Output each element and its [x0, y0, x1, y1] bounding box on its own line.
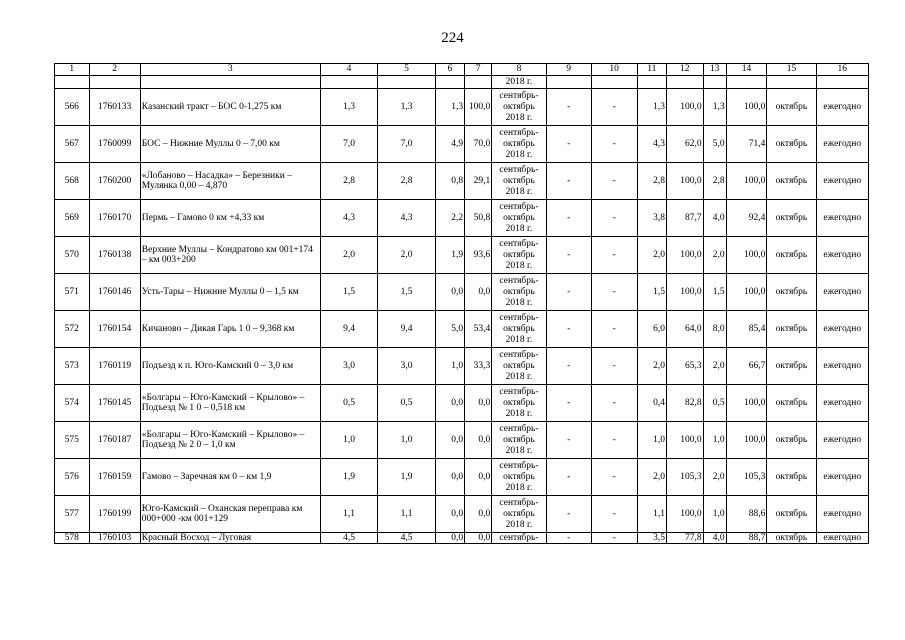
- cell-col13: 2,0: [703, 459, 726, 496]
- cell-col14: 100,0: [726, 89, 767, 126]
- cell-col6: 0,0: [435, 533, 464, 544]
- cell-col6: 1,9: [435, 237, 464, 274]
- cell-col10: -: [591, 163, 637, 200]
- cell-col5: 4,3: [378, 200, 436, 237]
- cell-col10: -: [591, 200, 637, 237]
- cell-col6: 2,2: [435, 200, 464, 237]
- cell-code: 1760146: [89, 274, 140, 311]
- cell-col13: 2,0: [703, 237, 726, 274]
- cell-code: 1760099: [89, 126, 140, 163]
- cell-col16: ежегодно: [816, 163, 868, 200]
- table-row: [55, 533, 869, 544]
- cell-col12: 100,0: [666, 163, 703, 200]
- cell-period: [492, 496, 546, 533]
- cell-col12: 100,0: [666, 496, 703, 533]
- period-line: октябрь: [503, 434, 535, 445]
- cell-col15: октябрь: [767, 126, 816, 163]
- cell-row-number: 571: [55, 274, 90, 311]
- cell-empty: [637, 76, 666, 89]
- cell-row-number: 570: [55, 237, 90, 274]
- cell-col6: 0,0: [435, 496, 464, 533]
- cell-col10: -: [591, 348, 637, 385]
- cell-col9: -: [546, 385, 591, 422]
- cell-col12: 87,7: [666, 200, 703, 237]
- cell-col12: 100,0: [666, 274, 703, 311]
- period-line: октябрь: [503, 360, 535, 371]
- cell-col6: 0,0: [435, 459, 464, 496]
- period-line: сентябрь-: [499, 386, 539, 397]
- cell-col10: -: [591, 533, 637, 544]
- period-line: 2018 г.: [505, 297, 533, 308]
- cell-col15: октябрь: [767, 533, 816, 544]
- table-row: [55, 237, 869, 274]
- cell-col4: 1,9: [320, 459, 378, 496]
- cell-empty: [55, 76, 90, 89]
- table-row: [55, 385, 869, 422]
- cell-col14: 71,4: [726, 126, 767, 163]
- cell-col16: ежегодно: [816, 348, 868, 385]
- period-line: 2018 г.: [505, 334, 533, 345]
- cell-period: [492, 200, 546, 237]
- cell-col6: 1,3: [435, 89, 464, 126]
- cell-col10: -: [591, 311, 637, 348]
- cell-col11: 2,0: [637, 237, 666, 274]
- cell-col12: 65,3: [666, 348, 703, 385]
- column-header: 1: [55, 64, 90, 76]
- cell-col13: 4,0: [703, 200, 726, 237]
- period-line: 2018 г.: [505, 445, 533, 456]
- column-header: 4: [320, 64, 378, 76]
- cell-period: 2018 г.: [492, 76, 546, 89]
- cell-row-number: 568: [55, 163, 90, 200]
- cell-col16: ежегодно: [816, 126, 868, 163]
- cell-col9: -: [546, 126, 591, 163]
- cell-col15: октябрь: [767, 311, 816, 348]
- cell-col16: ежегодно: [816, 496, 868, 533]
- cell-col10: -: [591, 422, 637, 459]
- cell-empty: [816, 76, 868, 89]
- cell-col15: октябрь: [767, 459, 816, 496]
- cell-col12: 82,8: [666, 385, 703, 422]
- cell-col14: 100,0: [726, 237, 767, 274]
- period-line: октябрь: [503, 212, 535, 223]
- cell-col14: 100,0: [726, 274, 767, 311]
- cell-col11: 0,4: [637, 385, 666, 422]
- period-line: 2018 г.: [505, 149, 533, 160]
- table-row: [55, 126, 869, 163]
- cell-road-name: Подъезд к п. Юго-Камский 0 – 3,0 км: [140, 348, 320, 385]
- column-header: 7: [465, 64, 492, 76]
- cell-period: [492, 459, 546, 496]
- cell-code: 1760187: [89, 422, 140, 459]
- cell-col5: 7,0: [378, 126, 436, 163]
- period-line: сентябрь-: [499, 312, 539, 323]
- cell-road-name: БОС – Нижние Муллы 0 – 7,00 км: [140, 126, 320, 163]
- cell-col12: 62,0: [666, 126, 703, 163]
- cell-row-number: 578: [55, 533, 90, 544]
- cell-period: [492, 385, 546, 422]
- cell-empty: [767, 76, 816, 89]
- period-line: октябрь: [503, 286, 535, 297]
- cell-col4: 1,0: [320, 422, 378, 459]
- cell-row-number: 572: [55, 311, 90, 348]
- cell-col11: 1,5: [637, 274, 666, 311]
- cell-col14: 88,7: [726, 533, 767, 544]
- column-number-header-row: [55, 64, 869, 76]
- cell-col7: 70,0: [465, 126, 492, 163]
- cell-col14: 100,0: [726, 163, 767, 200]
- cell-period: [492, 163, 546, 200]
- cell-row-number: 566: [55, 89, 90, 126]
- column-header: 14: [726, 64, 767, 76]
- column-header: 2: [89, 64, 140, 76]
- cell-col9: -: [546, 496, 591, 533]
- column-header: 9: [546, 64, 591, 76]
- cell-empty: [320, 76, 378, 89]
- cell-col10: -: [591, 274, 637, 311]
- cell-code: 1760170: [89, 200, 140, 237]
- cell-col13: 1,3: [703, 89, 726, 126]
- cell-col13: 4,0: [703, 533, 726, 544]
- cell-road-name: Казанский тракт – БОС 0-1,275 км: [140, 89, 320, 126]
- cell-col15: октябрь: [767, 200, 816, 237]
- period-line: октябрь: [503, 249, 535, 260]
- cell-col4: 9,4: [320, 311, 378, 348]
- cell-col5: 4,5: [378, 533, 436, 544]
- period-line: октябрь: [503, 175, 535, 186]
- cell-col11: 3,5: [637, 533, 666, 544]
- period-line: сентябрь-: [499, 460, 539, 471]
- cell-col10: -: [591, 385, 637, 422]
- column-header: 15: [767, 64, 816, 76]
- period-line: сентябрь-: [499, 127, 539, 138]
- cell-col6: 4,9: [435, 126, 464, 163]
- cell-col4: 2,8: [320, 163, 378, 200]
- cell-col6: 0,0: [435, 422, 464, 459]
- cell-col10: -: [591, 237, 637, 274]
- cell-col9: -: [546, 348, 591, 385]
- period-line: 2018 г.: [505, 223, 533, 234]
- cell-col12: 100,0: [666, 89, 703, 126]
- period-line: сентябрь-: [499, 201, 539, 212]
- cell-road-name: «Болгары – Юго-Камский – Крылово» – Подъезд № 1 0 – 0,518 км: [140, 385, 320, 422]
- cell-col11: 2,8: [637, 163, 666, 200]
- cell-row-number: 575: [55, 422, 90, 459]
- cell-col11: 1,1: [637, 496, 666, 533]
- cell-period: [492, 422, 546, 459]
- period-line: сентябрь-: [499, 238, 539, 249]
- cell-code: 1760138: [89, 237, 140, 274]
- cell-road-name: Гамово – Заречная км 0 – км 1,9: [140, 459, 320, 496]
- cell-col13: 5,0: [703, 126, 726, 163]
- period-line: октябрь: [503, 471, 535, 482]
- cell-code: 1760159: [89, 459, 140, 496]
- column-header: 6: [435, 64, 464, 76]
- cell-road-name: «Лобаново – Насадка» – Березники – Мулянка 0,00 – 4,870: [140, 163, 320, 200]
- period-line: 2018 г.: [505, 186, 533, 197]
- cell-col4: 0,5: [320, 385, 378, 422]
- cell-col7: 0,0: [465, 459, 492, 496]
- cell-col9: -: [546, 311, 591, 348]
- cell-empty: [140, 76, 320, 89]
- cell-road-name: Красный Восход – Луговая: [140, 533, 320, 544]
- cell-col9: -: [546, 237, 591, 274]
- cell-empty: [666, 76, 703, 89]
- cell-row-number: 567: [55, 126, 90, 163]
- cell-col10: -: [591, 459, 637, 496]
- cell-col11: 6,0: [637, 311, 666, 348]
- table-row: [55, 496, 869, 533]
- cell-col16: ежегодно: [816, 459, 868, 496]
- cell-col14: 85,4: [726, 311, 767, 348]
- continuation-row: [55, 76, 869, 89]
- cell-col9: -: [546, 200, 591, 237]
- cell-road-name: Юго-Камский – Оханская переправа км 000+000 -км 001+129: [140, 496, 320, 533]
- period-line: октябрь: [503, 101, 535, 112]
- cell-row-number: 569: [55, 200, 90, 237]
- cell-row-number: 574: [55, 385, 90, 422]
- table-row: [55, 89, 869, 126]
- cell-col12: 64,0: [666, 311, 703, 348]
- cell-col12: 77,8: [666, 533, 703, 544]
- road-repair-table: [54, 63, 869, 544]
- cell-road-name: Пермь – Гамово 0 км +4,33 км: [140, 200, 320, 237]
- cell-col12: 100,0: [666, 422, 703, 459]
- cell-col13: 2,8: [703, 163, 726, 200]
- cell-col12: 105,3: [666, 459, 703, 496]
- cell-col5: 2,0: [378, 237, 436, 274]
- cell-col10: -: [591, 126, 637, 163]
- cell-col11: 2,0: [637, 459, 666, 496]
- cell-empty: [546, 76, 591, 89]
- cell-empty: [89, 76, 140, 89]
- period-line: 2018 г.: [505, 112, 533, 123]
- period-line: октябрь: [503, 138, 535, 149]
- cell-col15: октябрь: [767, 163, 816, 200]
- cell-col6: 0,8: [435, 163, 464, 200]
- column-header: 11: [637, 64, 666, 76]
- period-line: сентябрь-: [499, 349, 539, 360]
- cell-col9: -: [546, 459, 591, 496]
- cell-period: [492, 237, 546, 274]
- cell-col15: октябрь: [767, 274, 816, 311]
- table-row: [55, 274, 869, 311]
- cell-col5: 1,3: [378, 89, 436, 126]
- cell-col11: 2,0: [637, 348, 666, 385]
- cell-col16: ежегодно: [816, 89, 868, 126]
- table-row: [55, 163, 869, 200]
- period-line: сентябрь-: [499, 90, 539, 101]
- cell-col14: 92,4: [726, 200, 767, 237]
- cell-col6: 0,0: [435, 274, 464, 311]
- cell-col5: 1,9: [378, 459, 436, 496]
- cell-col7: 0,0: [465, 385, 492, 422]
- cell-col16: ежегодно: [816, 422, 868, 459]
- cell-col7: 53,4: [465, 311, 492, 348]
- cell-col7: 93,6: [465, 237, 492, 274]
- table-row: [55, 311, 869, 348]
- cell-col4: 1,1: [320, 496, 378, 533]
- cell-empty: [465, 76, 492, 89]
- column-header: 5: [378, 64, 436, 76]
- period-line: октябрь: [503, 397, 535, 408]
- cell-col16: ежегодно: [816, 274, 868, 311]
- cell-col10: -: [591, 89, 637, 126]
- cell-col9: -: [546, 533, 591, 544]
- period-line: 2018 г.: [505, 371, 533, 382]
- cell-col4: 4,3: [320, 200, 378, 237]
- period-line: сентябрь-: [499, 423, 539, 434]
- cell-period: [492, 348, 546, 385]
- cell-code: 1760133: [89, 89, 140, 126]
- cell-road-name: Усть-Тары – Нижние Муллы 0 – 1,5 км: [140, 274, 320, 311]
- cell-col5: 3,0: [378, 348, 436, 385]
- cell-col4: 1,3: [320, 89, 378, 126]
- cell-col4: 7,0: [320, 126, 378, 163]
- cell-col7: 100,0: [465, 89, 492, 126]
- cell-col4: 2,0: [320, 237, 378, 274]
- period-line: октябрь: [503, 508, 535, 519]
- column-header: 8: [492, 64, 546, 76]
- cell-col13: 1,0: [703, 422, 726, 459]
- cell-col7: 33,3: [465, 348, 492, 385]
- cell-col16: ежегодно: [816, 237, 868, 274]
- cell-col6: 5,0: [435, 311, 464, 348]
- cell-col13: 2,0: [703, 348, 726, 385]
- cell-row-number: 573: [55, 348, 90, 385]
- cell-col15: октябрь: [767, 348, 816, 385]
- period-line: 2018 г.: [505, 482, 533, 493]
- cell-col15: октябрь: [767, 422, 816, 459]
- cell-col15: октябрь: [767, 496, 816, 533]
- cell-col13: 1,0: [703, 496, 726, 533]
- cell-empty: [435, 76, 464, 89]
- cell-code: 1760199: [89, 496, 140, 533]
- cell-col16: ежегодно: [816, 200, 868, 237]
- cell-col11: 1,3: [637, 89, 666, 126]
- cell-col12: 100,0: [666, 237, 703, 274]
- cell-row-number: 576: [55, 459, 90, 496]
- period-line: 2018 г.: [505, 408, 533, 419]
- cell-empty: [378, 76, 436, 89]
- cell-col5: 1,5: [378, 274, 436, 311]
- cell-empty: [703, 76, 726, 89]
- cell-col4: 1,5: [320, 274, 378, 311]
- cell-col14: 88,6: [726, 496, 767, 533]
- column-header: 13: [703, 64, 726, 76]
- cell-col14: 66,7: [726, 348, 767, 385]
- cell-col7: 0,0: [465, 274, 492, 311]
- cell-road-name: Верхние Муллы – Кондратово км 001+174 – км 003+200: [140, 237, 320, 274]
- cell-col14: 100,0: [726, 422, 767, 459]
- cell-col5: 2,8: [378, 163, 436, 200]
- cell-code: 1760119: [89, 348, 140, 385]
- cell-road-name: «Болгары – Юго-Камский – Крылово» – Подъезд № 2 0 – 1,0 км: [140, 422, 320, 459]
- cell-period: [492, 126, 546, 163]
- cell-empty: [591, 76, 637, 89]
- cell-col7: 0,0: [465, 422, 492, 459]
- page-number: 224: [441, 30, 464, 46]
- cell-code: 1760145: [89, 385, 140, 422]
- table-row: [55, 422, 869, 459]
- cell-col6: 0,0: [435, 385, 464, 422]
- period-line: октябрь: [503, 323, 535, 334]
- cell-row-number: 577: [55, 496, 90, 533]
- column-header: 12: [666, 64, 703, 76]
- cell-col16: ежегодно: [816, 385, 868, 422]
- cell-col13: 1,5: [703, 274, 726, 311]
- cell-col7: 29,1: [465, 163, 492, 200]
- cell-col11: 3,8: [637, 200, 666, 237]
- cell-col4: 4,5: [320, 533, 378, 544]
- cell-col11: 1,0: [637, 422, 666, 459]
- period-line: сентябрь-: [499, 275, 539, 286]
- table-row: [55, 200, 869, 237]
- cell-col5: 9,4: [378, 311, 436, 348]
- cell-col16: ежегодно: [816, 533, 868, 544]
- cell-col14: 100,0: [726, 385, 767, 422]
- cell-col9: -: [546, 89, 591, 126]
- table-row: [55, 348, 869, 385]
- cell-col7: 50,8: [465, 200, 492, 237]
- cell-period: [492, 89, 546, 126]
- cell-code: 1760103: [89, 533, 140, 544]
- period-line: сентябрь-: [499, 497, 539, 508]
- cell-col9: -: [546, 422, 591, 459]
- cell-col13: 0,5: [703, 385, 726, 422]
- cell-col7: 0,0: [465, 496, 492, 533]
- cell-empty: [726, 76, 767, 89]
- cell-col9: -: [546, 163, 591, 200]
- period-line: 2018 г.: [505, 260, 533, 271]
- table-row: [55, 459, 869, 496]
- cell-col5: 1,0: [378, 422, 436, 459]
- cell-col13: 8,0: [703, 311, 726, 348]
- cell-col15: октябрь: [767, 89, 816, 126]
- cell-col10: -: [591, 496, 637, 533]
- cell-col15: октябрь: [767, 385, 816, 422]
- cell-code: 1760200: [89, 163, 140, 200]
- cell-col14: 105,3: [726, 459, 767, 496]
- cell-col7: 0,0: [465, 533, 492, 544]
- cell-col16: ежегодно: [816, 311, 868, 348]
- cell-period: [492, 274, 546, 311]
- cell-col11: 4,3: [637, 126, 666, 163]
- cell-col6: 1,0: [435, 348, 464, 385]
- cell-road-name: Кичаново – Дикая Гарь 1 0 – 9,368 км: [140, 311, 320, 348]
- column-header: 10: [591, 64, 637, 76]
- period-line: сентябрь-: [499, 164, 539, 175]
- cell-col4: 3,0: [320, 348, 378, 385]
- cell-period: сентябрь-: [492, 533, 546, 544]
- cell-period: [492, 311, 546, 348]
- cell-col15: октябрь: [767, 237, 816, 274]
- cell-code: 1760154: [89, 311, 140, 348]
- column-header: 16: [816, 64, 868, 76]
- table-body: [55, 64, 869, 544]
- cell-col5: 0,5: [378, 385, 436, 422]
- period-line: 2018 г.: [505, 519, 533, 530]
- cell-col9: -: [546, 274, 591, 311]
- cell-col5: 1,1: [378, 496, 436, 533]
- column-header: 3: [140, 64, 320, 76]
